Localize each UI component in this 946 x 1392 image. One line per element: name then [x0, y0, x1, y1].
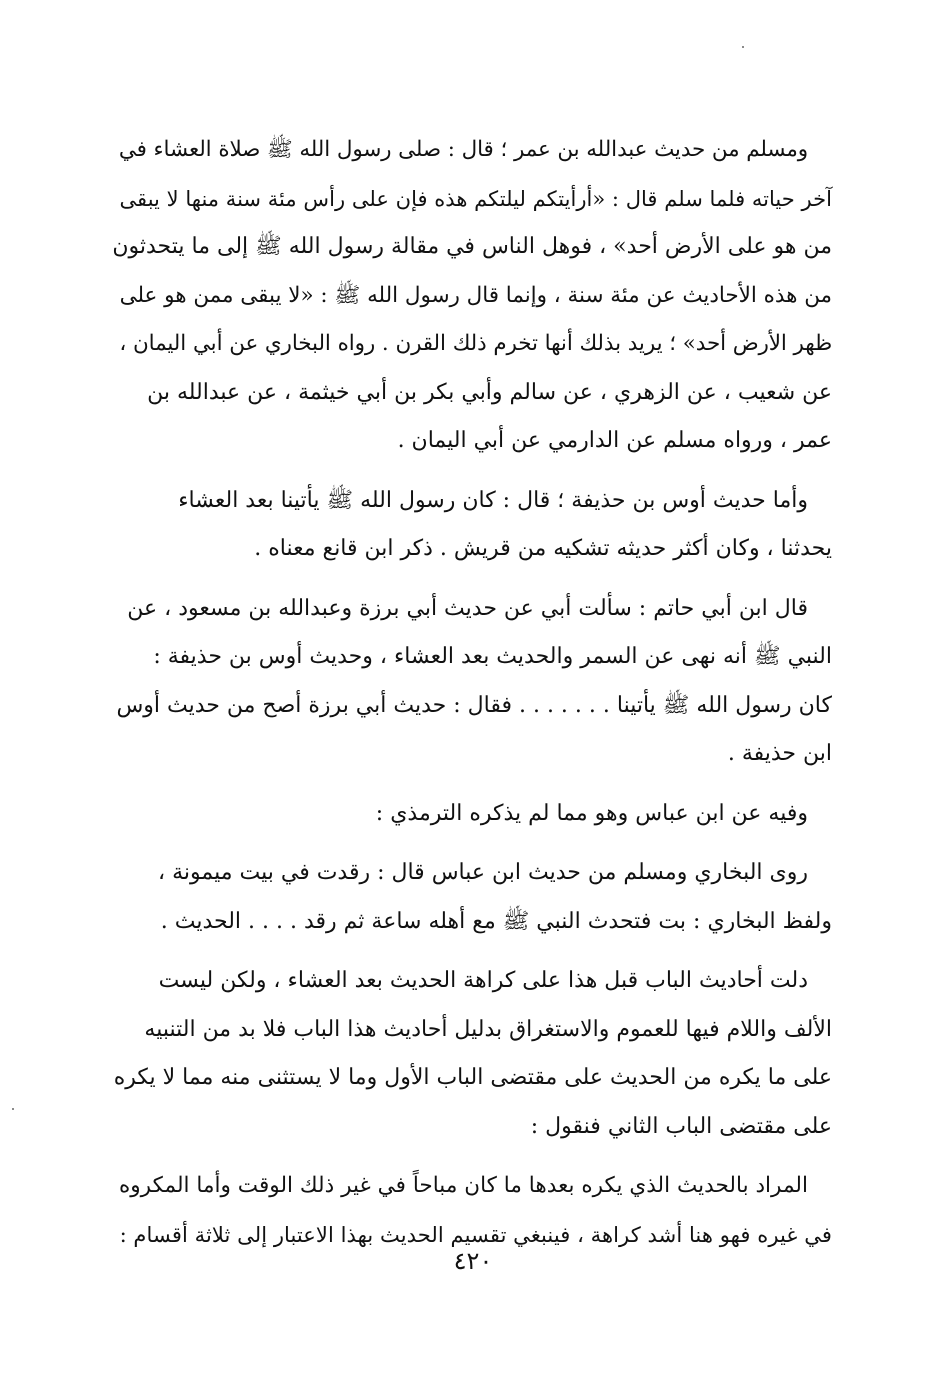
text-line: يحدثنا ، وكان أكثر حديثه تشكيه من قريش . ذكر ابن قانع معناه . [254, 536, 832, 561]
paragraph-ibn-abbas-intro [112, 790, 832, 839]
text-line: آخر حياته فلما سلم قال : «أرأيتكم ليلتكم هذه فإن على رأس مئة سنة منها لا يبقى [119, 185, 832, 211]
text-line: كان رسول الله ﷺ يأتينا . . . . . . . فقال : حديث أبي برزة أصح من حديث أوس [116, 692, 832, 718]
text-line: عمر ، ورواه مسلم عن الدارمي عن أبي اليمان . [397, 428, 832, 453]
text-line: قال ابن أبي حاتم : سألت أبي عن حديث أبي برزة وعبدالله بن مسعود ، عن [127, 595, 808, 621]
text-line: وفيه عن ابن عباس وهو مما لم يذكره الترمذي : [375, 800, 808, 826]
body-text [112, 126, 832, 1270]
text-line: دلت أحاديث الباب قبل هذا على كراهة الحديث بعد العشاء ، ولكن ليست [158, 968, 808, 993]
text-line: الألف واللام فيها للعموم والاستغراق بدليل أحاديث هذا الباب فلا بد من التنبيه [144, 1016, 832, 1042]
text-line: النبي ﷺ أنه نهى عن السمر والحديث بعد العشاء ، وحديث أوس بن حذيفة : [153, 644, 832, 669]
text-line: ابن حذيفة . [727, 741, 832, 766]
text-line: على مقتضى الباب الثاني فنقول : [530, 1113, 832, 1139]
text-line: المراد بالحديث الذي يكره بعدها ما كان مباحاً في غير ذلك الوقت وأما المكروه [118, 1173, 808, 1198]
text-line: ومسلم من حديث عبدالله بن عمر ؛ قال : صلى رسول الله ﷺ صلاة العشاء في [118, 137, 808, 162]
paragraph-hadith-ibn-umar [112, 126, 832, 466]
paragraph-hadith-aws [112, 477, 832, 574]
text-line: في غيره فهو هنا أشد كراهة ، فينبغي تقسيم الحديث بهذا الاعتبار إلى ثلاثة أقسام : [119, 1221, 832, 1247]
text-line: عن شعيب ، عن الزهري ، عن سالم وأبي بكر بن أبي خيثمة ، عن عبدالله بن [147, 379, 832, 405]
paragraph-ibn-abi-hatim [112, 585, 832, 779]
paragraph-division [112, 1162, 832, 1259]
text-line: ظهر الأرض أحد» ؛ يريد بذلك أنها تخرم ذلك القرن . رواه البخاري عن أبي اليمان ، [119, 331, 832, 356]
paragraph-bukhari-muslim [112, 849, 832, 946]
text-line: من هو على الأرض أحد» ، فوهل الناس في مقالة رسول الله ﷺ إلى ما يتحدثون [112, 234, 832, 259]
text-line: ولفظ البخاري : بت فتحدث النبي ﷺ مع أهله ساعة ثم رقد . . . . الحديث . [160, 908, 832, 934]
text-line: روى البخاري ومسلم من حديث ابن عباس قال : رقدت في بيت ميمونة ، [157, 860, 808, 885]
text-line: وأما حديث أوس بن حذيفة ؛ قال : كان رسول الله ﷺ يأتينا بعد العشاء [178, 487, 808, 513]
text-line: على ما يكره من الحديث على مقتضى الباب الأول وما لا يستثنى منه مما لا يكره [113, 1065, 832, 1090]
page-number: ٤٢٠ [453, 1247, 493, 1275]
scan-speck [12, 1108, 14, 1110]
scan-speck [742, 46, 744, 48]
text-line: من هذه الأحاديث عن مئة سنة ، وإنما قال رسول الله ﷺ : «لا يبقى ممن هو على [119, 282, 832, 308]
paragraph-commentary [112, 957, 832, 1151]
